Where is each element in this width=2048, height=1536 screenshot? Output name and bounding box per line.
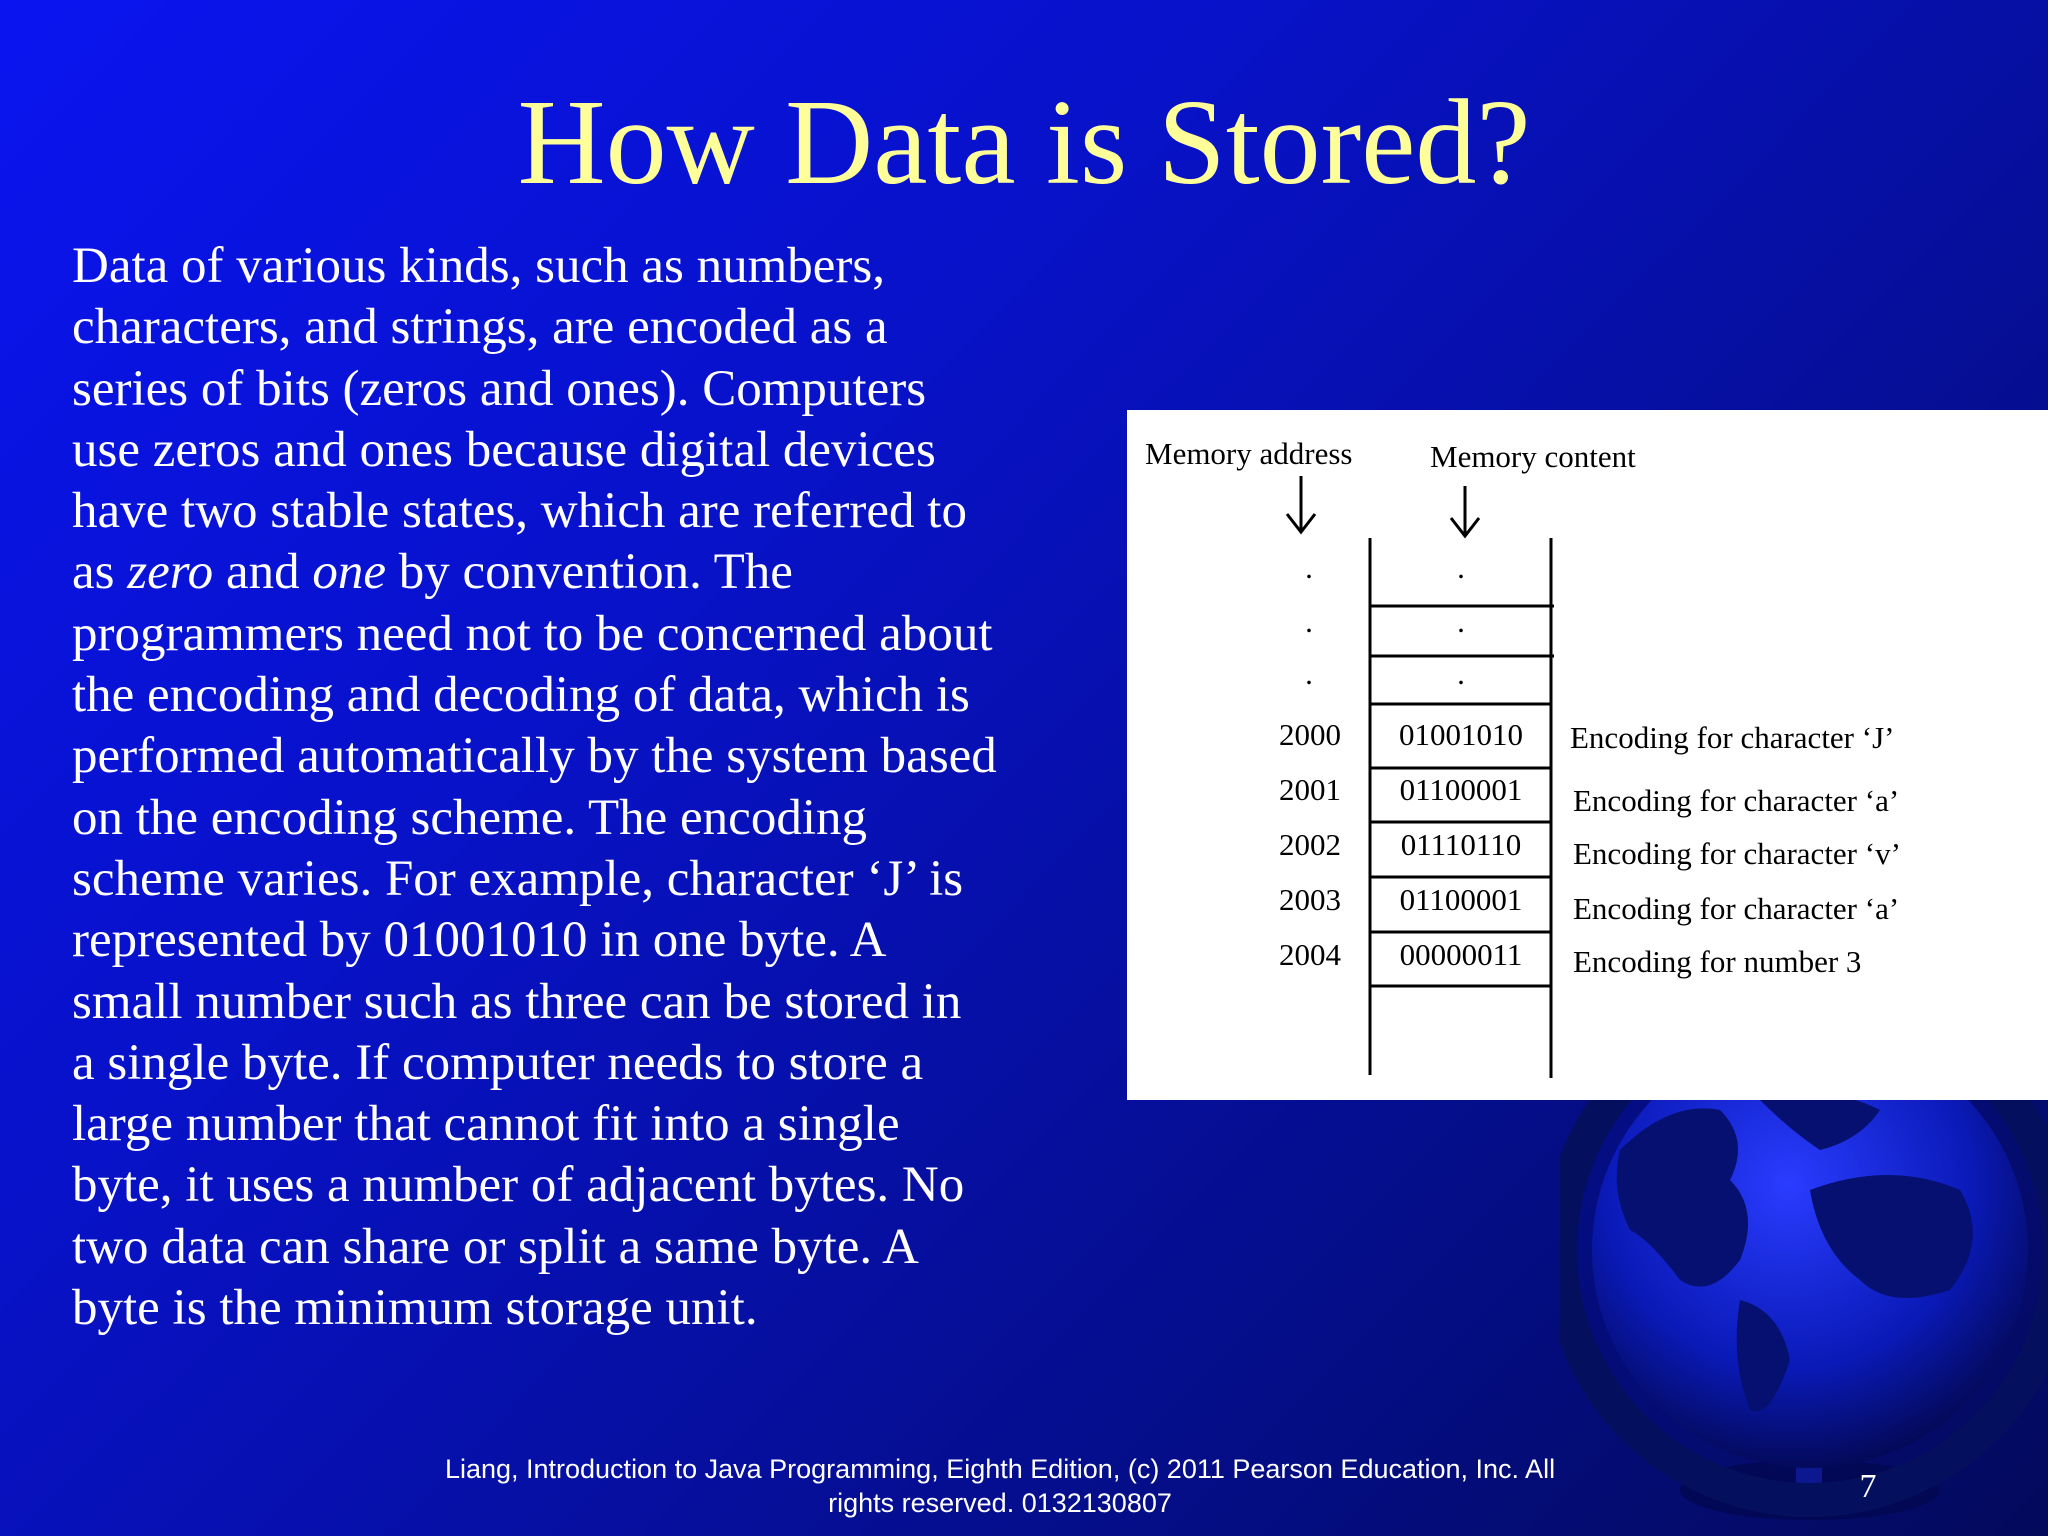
body-line: represented by 01001010 in one byte. A	[72, 912, 887, 969]
body-paragraph	[72, 236, 1112, 1339]
ellipsis-dot: .	[1457, 604, 1465, 639]
ellipsis-dot: .	[1457, 550, 1465, 585]
body-line: series of bits (zeros and ones). Computers	[72, 360, 927, 417]
memory-content: 01100001	[1399, 772, 1523, 807]
arrow-down-icon	[1287, 476, 1315, 532]
body-line	[72, 542, 1112, 603]
ellipsis-dot: .	[1305, 604, 1313, 639]
body-line: have two stable states, which are referred to	[72, 483, 967, 540]
memory-address: 2000	[1279, 717, 1341, 752]
memory-address: 2001	[1279, 772, 1341, 807]
ellipsis-dot: .	[1457, 656, 1465, 691]
memory-encoding-note: Encoding for character ‘v’	[1573, 836, 1901, 871]
body-line: a single byte. If computer needs to store a	[72, 1034, 924, 1091]
body-line: characters, and strings, are encoded as a	[72, 299, 888, 356]
memory-address: 2002	[1279, 827, 1341, 862]
memory-encoding-note: Encoding for character ‘a’	[1573, 891, 1900, 926]
body-line: small number such as three can be stored in	[72, 973, 962, 1030]
body-line: two data can share or split a same byte. A	[72, 1218, 919, 1275]
memory-encoding-note: Encoding for number 3	[1573, 944, 1862, 979]
ellipsis-dot: .	[1305, 550, 1313, 585]
ellipsis-dot: .	[1305, 656, 1313, 691]
body-line: byte, it uses a number of adjacent bytes. No	[72, 1157, 965, 1214]
memory-encoding-note: Encoding for character ‘a’	[1573, 783, 1900, 818]
body-line: use zeros and ones because digital devices	[72, 421, 936, 478]
body-line-segment: by convention. The	[385, 544, 793, 601]
body-line: Data of various kinds, such as numbers,	[72, 238, 886, 294]
body-line: large number that cannot fit into a single	[72, 1096, 900, 1153]
body-line: scheme varies. For example, character ‘J’ is	[72, 850, 964, 907]
arrow-down-icon	[1451, 486, 1479, 536]
body-line: programmers need not to be concerned about	[72, 605, 993, 662]
memory-encoding-note: Encoding for character ‘J’	[1570, 720, 1895, 755]
body-line: byte is the minimum storage unit.	[72, 1280, 758, 1337]
body-line-segment: as	[72, 544, 128, 601]
memory-content: 00000011	[1399, 937, 1523, 972]
body-line-segment: and	[213, 544, 313, 601]
body-italic-term: zero	[127, 544, 214, 601]
slide-footer	[360, 1452, 1640, 1520]
memory-address: 2003	[1279, 882, 1341, 917]
memory-diagram-svg	[1127, 410, 2048, 1100]
memory-content: 01001010	[1399, 717, 1523, 752]
footer-line: rights reserved. 0132130807	[828, 1488, 1172, 1518]
memory-address-header: Memory address	[1145, 436, 1353, 471]
page-number: 7	[1859, 1468, 1877, 1505]
memory-content: 01100001	[1399, 882, 1523, 917]
memory-address: 2004	[1279, 937, 1341, 972]
memory-diagram	[1127, 410, 2048, 1100]
body-line: performed automatically by the system based	[72, 728, 997, 785]
body-line: on the encoding scheme. The encoding	[72, 789, 867, 846]
footer-line: Liang, Introduction to Java Programming, Eighth Edition, (c) 2011 Pearson Education, Inc. All	[444, 1454, 1556, 1484]
body-italic-term: one	[312, 544, 386, 601]
body-line: the encoding and decoding of data, which is	[72, 667, 970, 724]
slide-title: How Data is Stored?	[517, 75, 1531, 210]
memory-content-header: Memory content	[1430, 439, 1636, 474]
memory-content: 01110110	[1400, 827, 1522, 862]
